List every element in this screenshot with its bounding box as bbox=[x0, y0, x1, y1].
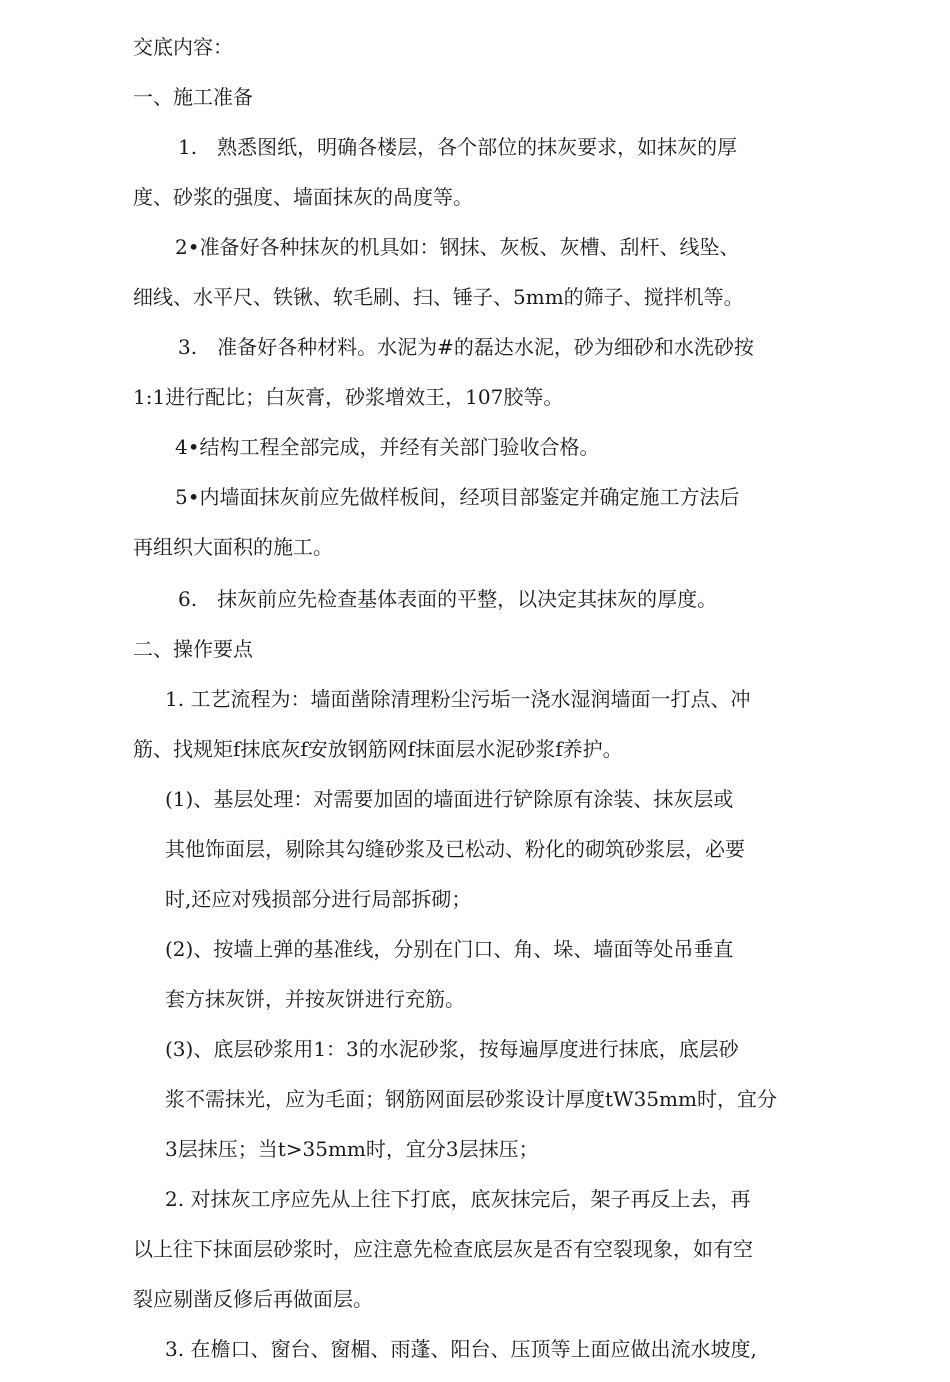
paragraph-line: 1. 熟悉图纸，明确各楼层，各个部位的抹灰要求，如抹灰的厚 bbox=[178, 135, 738, 159]
paragraph-line: 裂应剔凿反修后再做面层。 bbox=[133, 1287, 373, 1311]
section-heading-operation: 二、操作要点 bbox=[133, 637, 253, 661]
paragraph-line: 3层抹压；当t>35mm时，宜分3层抹压； bbox=[165, 1137, 539, 1161]
paragraph-line: 以上往下抹面层砂浆时，应注意先检查底层灰是否有空裂现象，如有空 bbox=[133, 1237, 753, 1261]
paragraph-line: 细线、水平尺、铁锹、软毛刷、扫、锤子、5mm的筛子、搅拌机等。 bbox=[133, 285, 744, 309]
paragraph-line: 1. 工艺流程为：墙面凿除清理粉尘污垢一浇水湿润墙面一打点、冲 bbox=[165, 687, 751, 711]
paragraph-line: 其他饰面层，剔除其勾缝砂浆及已松动、粉化的砌筑砂浆层，必要 bbox=[165, 837, 745, 861]
paragraph-line: 套方抹灰饼，并按灰饼进行充筋。 bbox=[165, 987, 465, 1011]
paragraph-line: 3. 在檐口、窗台、窗楣、雨蓬、阳台、压顶等上面应做出流水坡度, bbox=[165, 1337, 757, 1361]
paragraph-line: 再组织大面积的施工。 bbox=[133, 535, 333, 559]
paragraph-line: 浆不需抹光，应为毛面；钢筋网面层砂浆设计厚度tW35mm时，宜分 bbox=[165, 1087, 777, 1111]
paragraph-line: (2)、按墙上弹的基准线，分别在门口、角、垛、墙面等处吊垂直 bbox=[165, 937, 734, 961]
paragraph-line: 时,还应对残损部分进行局部拆砌； bbox=[165, 887, 472, 911]
paragraph-line: 5•内墙面抹灰前应先做样板间，经项目部鉴定并确定施工方法后 bbox=[175, 485, 740, 509]
paragraph-line: 3. 准备好各种材料。水泥为#的磊达水泥，砂为细砂和水洗砂按 bbox=[178, 335, 754, 359]
paragraph-line: 6. 抹灰前应先检查基体表面的平整，以决定其抹灰的厚度。 bbox=[178, 587, 718, 611]
paragraph-line: (1)、基层处理：对需要加固的墙面进行铲除原有涂装、抹灰层或 bbox=[165, 787, 734, 811]
paragraph-line: 1:1进行配比；白灰膏，砂浆增效王，107胶等。 bbox=[133, 385, 564, 409]
paragraph-line: 2. 对抹灰工序应先从上往下打底，底灰抹完后，架子再反上去，再 bbox=[165, 1187, 751, 1211]
section-heading-preparation: 一、施工准备 bbox=[133, 85, 253, 109]
paragraph-line: (3)、底层砂浆用1：3的水泥砂浆，按每遍厚度进行抹底，底层砂 bbox=[165, 1037, 739, 1061]
section-intro-heading: 交底内容： bbox=[133, 35, 233, 59]
paragraph-line: 4•结构工程全部完成，并经有关部门验收合格。 bbox=[175, 435, 600, 459]
paragraph-line: 筋、找规矩f抹底灰f安放钢筋网f抹面层水泥砂浆f养护。 bbox=[133, 737, 623, 761]
paragraph-line: 度、砂浆的强度、墙面抹灰的咼度等。 bbox=[133, 185, 473, 209]
paragraph-line: 2•准备好各种抹灰的机具如：钢抹、灰板、灰槽、刮杆、线坠、 bbox=[175, 235, 740, 259]
